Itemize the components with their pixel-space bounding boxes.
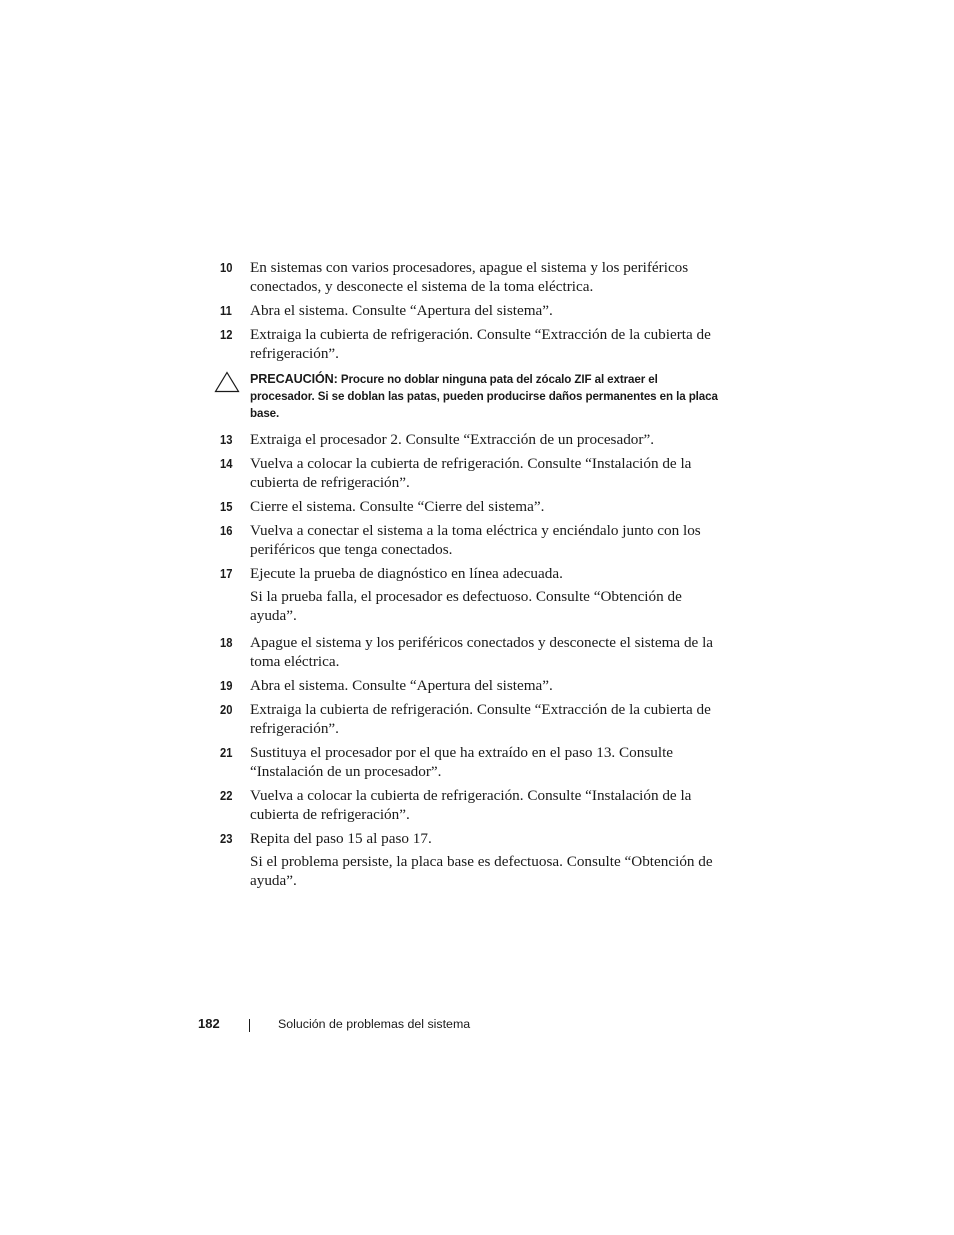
- step-18: [220, 633, 720, 671]
- step-12: [220, 325, 720, 363]
- step-text: Apague el sistema y los periféricos conectados y desconecte el sistema de la toma eléctrica.: [250, 634, 714, 670]
- step-text: Extraiga la cubierta de refrigeración. Consulte “Extracción de la cubierta de refrigeración”.: [250, 326, 711, 362]
- page-number: 182: [198, 1016, 220, 1031]
- footer-divider: [249, 1019, 250, 1032]
- step-number: 17: [220, 566, 233, 581]
- step-text: Vuelva a colocar la cubierta de refrigeración. Consulte “Instalación de la cubierta de refrigeración”.: [250, 787, 692, 823]
- step-text: Abra el sistema. Consulte “Apertura del sistema”.: [250, 677, 553, 694]
- step-17-note: Si la prueba falla, el procesador es defectuoso. Consulte “Obtención de ayuda”.: [250, 588, 682, 624]
- page-footer: [0, 1016, 954, 1036]
- step-13: [220, 430, 720, 449]
- step-number: 11: [220, 303, 232, 318]
- caution-notice: [220, 371, 720, 422]
- step-number: 12: [220, 327, 233, 342]
- step-text: Repita del paso 15 al paso 17.: [250, 830, 432, 847]
- step-number: 19: [220, 678, 233, 693]
- step-number: 18: [220, 635, 233, 650]
- step-23-note: Si el problema persiste, la placa base es defectuosa. Consulte “Obtención de ayuda”.: [250, 853, 713, 889]
- step-text: Extraiga el procesador 2. Consulte “Extracción de un procesador”.: [250, 431, 654, 448]
- step-text: En sistemas con varios procesadores, apague el sistema y los periféricos conectados, y desconecte el sistema de la toma eléctrica.: [250, 259, 689, 295]
- step-11: [220, 301, 720, 320]
- step-number: 23: [220, 831, 233, 846]
- step-15: [220, 497, 720, 516]
- footer-section-title: Solución de problemas del sistema: [278, 1017, 471, 1031]
- step-22: [220, 786, 720, 824]
- caution-text-block: [250, 371, 720, 422]
- step-number: 21: [220, 745, 233, 760]
- step-number: 10: [220, 260, 233, 275]
- step-10: [220, 258, 720, 296]
- step-17: [220, 564, 720, 583]
- step-21: [220, 743, 720, 781]
- step-14: [220, 454, 720, 492]
- step-text: Extraiga la cubierta de refrigeración. Consulte “Extracción de la cubierta de refrigeración”.: [250, 701, 711, 737]
- caution-label: PRECAUCIÓN:: [250, 372, 338, 386]
- procedure-content: [220, 258, 720, 896]
- step-number: 13: [220, 432, 233, 447]
- step-number: 22: [220, 788, 233, 803]
- step-text: Vuelva a colocar la cubierta de refrigeración. Consulte “Instalación de la cubierta de refrigeración”.: [250, 455, 692, 491]
- step-23: [220, 829, 720, 848]
- caution-text: Procure no doblar ninguna pata del zócalo ZIF al extraer el procesador. Si se doblan las patas, pueden producirse daños permanentes en la placa base.: [250, 373, 718, 420]
- step-text: Abra el sistema. Consulte “Apertura del sistema”.: [250, 302, 553, 319]
- step-text: Cierre el sistema. Consulte “Cierre del sistema”.: [250, 498, 545, 515]
- step-text: Sustituya el procesador por el que ha extraído en el paso 13. Consulte “Instalación de un procesador”.: [250, 744, 674, 780]
- step-19: [220, 676, 720, 695]
- step-number: 20: [220, 702, 233, 717]
- step-number: 16: [220, 523, 233, 538]
- step-16: [220, 521, 720, 559]
- warning-triangle-icon: [214, 371, 240, 393]
- step-text: Ejecute la prueba de diagnóstico en línea adecuada.: [250, 565, 563, 582]
- step-text: Vuelva a conectar el sistema a la toma eléctrica y enciéndalo junto con los periféricos que tenga conectados.: [250, 522, 701, 558]
- step-number: 15: [220, 499, 233, 514]
- step-number: 14: [220, 456, 233, 471]
- step-20: [220, 700, 720, 738]
